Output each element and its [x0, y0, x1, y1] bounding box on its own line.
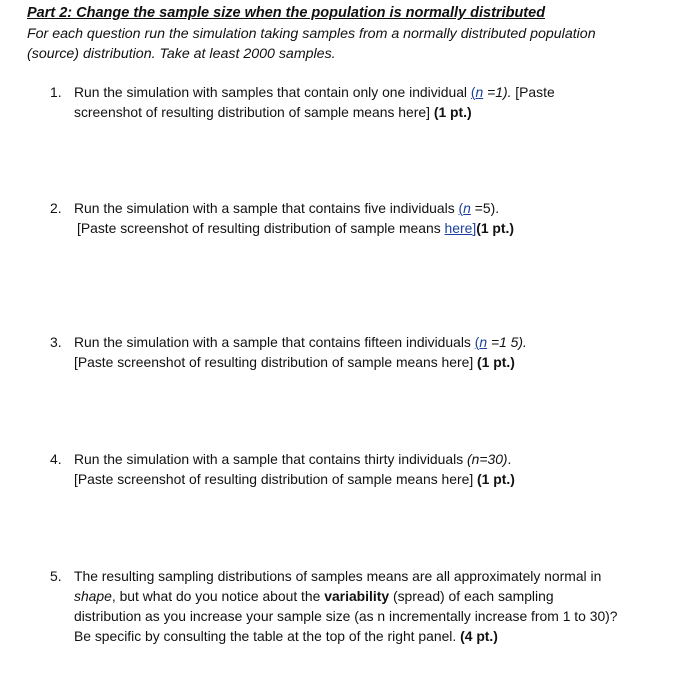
question-3: [50, 332, 650, 372]
question-text: [74, 332, 650, 372]
n-value: (n: [458, 200, 471, 216]
question-line-1: Run the simulation with samples that contain only one individual (n =1). [Paste: [74, 84, 555, 100]
question-number: 3.: [50, 334, 62, 350]
variability-word: variability: [324, 588, 390, 604]
question-line-2: [Paste screenshot of resulting distribution of sample means here] (1 pt.): [74, 354, 515, 370]
question-number: 2.: [50, 200, 62, 216]
question-number: 4.: [50, 451, 62, 467]
intro-line-2: (source) distribution. Take at least 2000 samples.: [27, 46, 336, 62]
question-text: [74, 449, 650, 489]
question-5: [50, 566, 650, 646]
n-value: (n: [474, 334, 488, 350]
question-line-1: Run the simulation with a sample that contains five individuals (n =5).: [74, 200, 500, 216]
intro-line-1: For each question run the simulation taking samples from a normally distributed population: [27, 26, 596, 42]
section-heading: Part 2: Change the sample size when the population is normally distributed: [27, 5, 546, 21]
question-line-2: shape, but what do you notice about the variability (spread) of each sampling: [74, 588, 554, 604]
question-line-1: Run the simulation with a sample that contains thirty individuals (n=30).: [74, 451, 512, 467]
question-text: [74, 198, 650, 238]
question-2: [50, 198, 650, 238]
question-number: 5.: [50, 568, 62, 584]
question-text: [74, 566, 650, 646]
n-value: (n: [470, 84, 484, 100]
points-label: (1 pt.): [477, 471, 515, 487]
question-line-3: distribution as you increase your sample size (as n incrementally increase from 1 to 30)?: [74, 608, 618, 624]
here-link: here]: [444, 220, 477, 236]
question-line-4: Be specific by consulting the table at the top of the right panel. (4 pt.): [74, 628, 498, 644]
question-line-2: [Paste screenshot of resulting distribution of sample means here](1 pt.): [77, 220, 515, 236]
question-line-2: screenshot of resulting distribution of sample means here] (1 pt.): [74, 104, 472, 120]
points-label: (1 pt.): [433, 104, 472, 120]
points-label: (4 pt.): [460, 628, 498, 644]
question-line-1: Run the simulation with a sample that contains fifteen individuals (n =1 5).: [74, 334, 527, 350]
shape-word: shape: [74, 588, 112, 604]
question-number: 1.: [50, 84, 62, 100]
points-label: (1 pt.): [477, 354, 515, 370]
question-1: [50, 82, 650, 122]
points-label: (1 pt.): [476, 220, 515, 236]
intro-paragraph: [27, 24, 647, 64]
n-value: (n=30): [467, 451, 508, 467]
question-line-1: The resulting sampling distributions of samples means are all approximately normal in: [74, 568, 602, 584]
question-text: [74, 82, 650, 122]
question-line-2: [Paste screenshot of resulting distribution of sample means here] (1 pt.): [74, 471, 515, 487]
question-4: [50, 449, 650, 489]
